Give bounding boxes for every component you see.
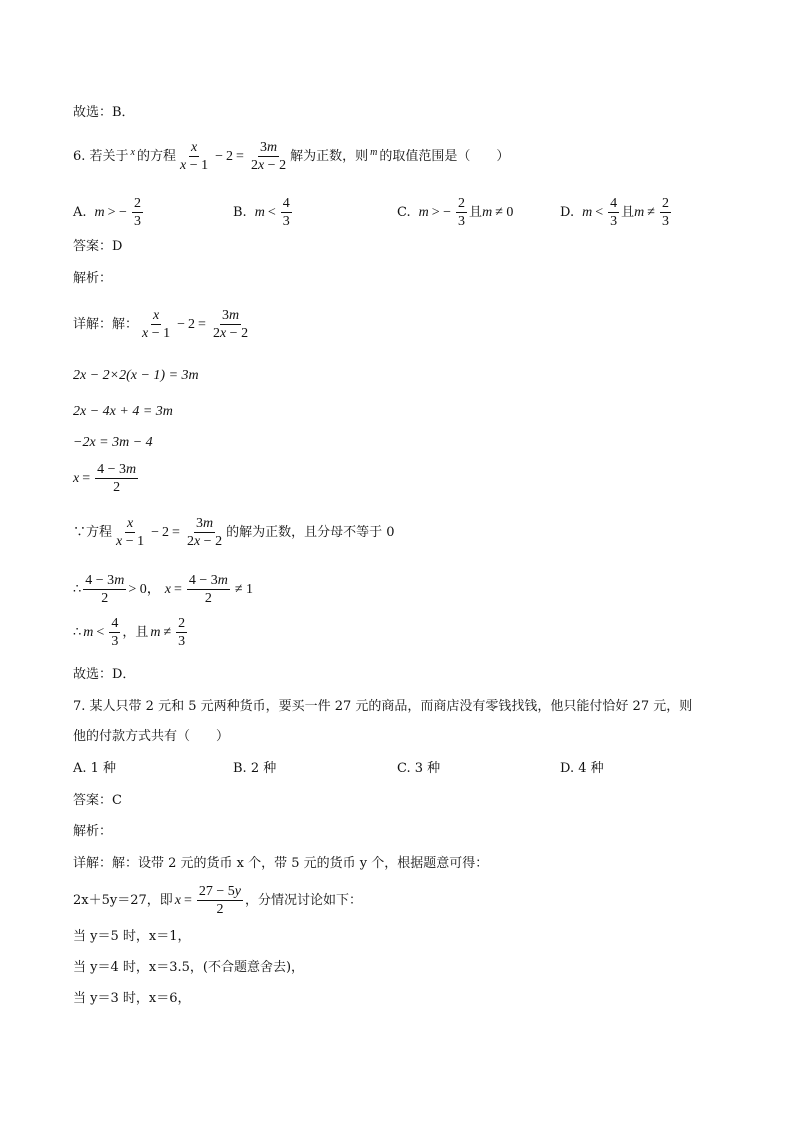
q6-step-1: 2x − 2×2(x − 1) = 3m: [73, 368, 199, 383]
q7-answer: 答案：C: [73, 793, 122, 808]
q6-because-line: ∵方程 $\frac{x}{x - 1}$ − 2 = $\frac{3m}{2x - 2}$ 的解为正数，且分母不等于 0: [73, 516, 395, 550]
q6-options: [73, 196, 753, 230]
q6-option-c: C. m > − $\frac{2}{3}$ 且 m ≠ 0: [397, 196, 514, 230]
q6-option-b: B. m < $\frac{4}{3}$: [233, 196, 290, 230]
q7-options: [73, 762, 753, 778]
q6-stem: 6. 若关于 x 的方程 $\frac{x}{x - 1}$ − 2 = $\frac{3m}{2x - 2}$ 解为正数，则 m 的取值范围是（ ）: [73, 140, 510, 174]
q7-case-3: 当 y＝3 时，x＝6，: [73, 991, 191, 1006]
q7-analysis-label: 解析：: [73, 824, 113, 839]
q6-step-3: −2x = 3m − 4: [73, 435, 153, 450]
q6-fraction-rhs: $\frac{3m}{2x - 2}$: [250, 140, 287, 174]
q6-step-2: 2x − 4x + 4 = 3m: [73, 404, 173, 419]
q7-detail: 详解：解：设带 2 元的货币 x 个，带 5 元的货币 y 个，根据题意可得：: [73, 856, 489, 871]
q7-case-1: 当 y＝5 时，x＝1，: [73, 929, 191, 944]
q6-step-4: x = $\frac{4 - 3m}{2}$: [73, 462, 137, 496]
q7-case-2: 当 y＝4 时，x＝3.5，(不合题意舍去)，: [73, 960, 305, 975]
q6-option-d: D. m < $\frac{4}{3}$ 且 m ≠ $\frac{2}{3}$: [560, 196, 669, 230]
q7-option-d: D. 4 种: [560, 761, 604, 776]
q6-therefore-line-1: ∴ $\frac{4 - 3m}{2}$ > 0， x = $\frac{4 - 3m}{2}$ ≠ 1: [73, 573, 254, 607]
q7-option-c: C. 3 种: [397, 761, 441, 776]
q7-stem-line-2: 他的付款方式共有（ ）: [73, 729, 230, 744]
q6-fraction-lhs: $\frac{x}{x - 1}$: [180, 140, 209, 174]
q7-equation: 2x＋5y＝27，即 x = $\frac{27 - 5y}{2}$ ，分情况讨论如下：: [73, 884, 363, 918]
q6-analysis-label: 解析：: [73, 271, 113, 286]
q7-option-a: A. 1 种: [73, 761, 117, 776]
q7-option-b: B. 2 种: [233, 761, 277, 776]
q6-option-a: A. m > − $\frac{2}{3}$: [73, 196, 141, 230]
prev-answer: 故选：B．: [73, 105, 135, 120]
q7-stem-line-1: 7. 某人只带 2 元和 5 元两种货币，要买一件 27 元的商品，而商店没有零钱找钱，他只能付恰好 27 元，则: [73, 699, 693, 714]
q6-detail-line: 详解：解： $\frac{x}{x - 1}$ − 2 = $\frac{3m}{2x - 2}$: [73, 308, 249, 342]
q6-final-answer: 故选：D．: [73, 667, 136, 682]
q6-therefore-line-2: ∴ m < $\frac{4}{3}$ ，且 m ≠ $\frac{2}{3}$: [73, 616, 186, 650]
q6-answer: 答案：D: [73, 239, 123, 254]
